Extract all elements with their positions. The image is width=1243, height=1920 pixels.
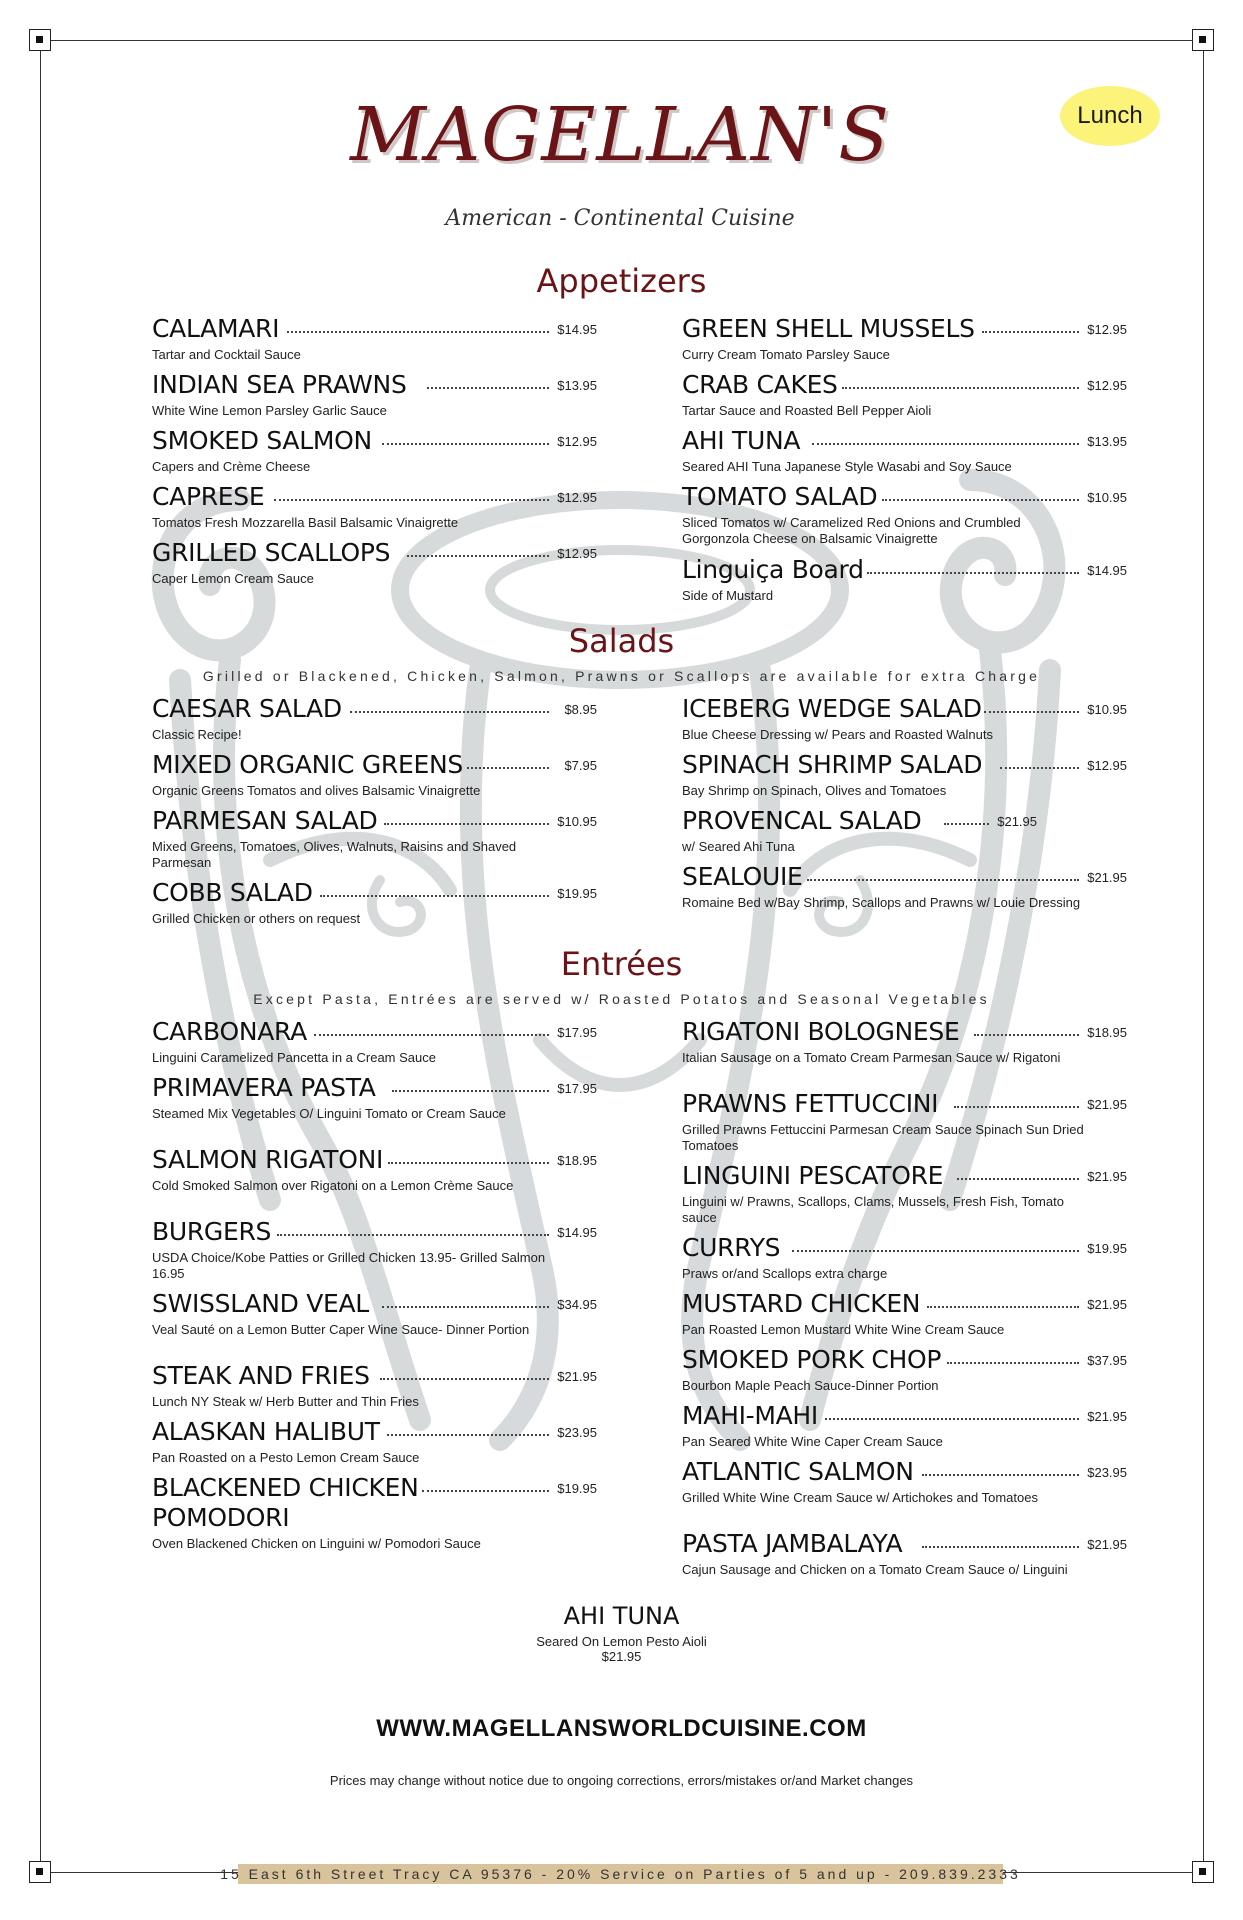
menu-item-ahi-tuna-appetizer [682, 426, 1127, 475]
item-description: USDA Choice/Kobe Patties or Grilled Chicken 13.95- Grilled Salmon 16.95 [152, 1250, 546, 1281]
item-description: Blue Cheese Dressing w/ Pears and Roasted Walnuts [682, 727, 993, 742]
item-name: SMOKED SALMON [152, 426, 372, 455]
item-name: MAHI-MAHI [682, 1401, 819, 1430]
menu-item-pasta-jambalaya [682, 1529, 1127, 1578]
item-description: Linguini w/ Prawns, Scallops, Clams, Mussels, Fresh Fish, Tomato sauce [682, 1194, 1064, 1225]
dot-leader [407, 555, 549, 557]
dot-leader [382, 443, 549, 445]
salads-note: Grilled or Blackened, Chicken, Salmon, Prawns or Scallops are available for extra Charge [202, 668, 1041, 684]
item-price: $23.95 [1087, 1465, 1127, 1480]
item-name: PRAWNS FETTUCCINI [682, 1089, 939, 1118]
item-price: $19.95 [1087, 1241, 1127, 1256]
address-text: 15 East 6th Street Tracy CA 95376 - 20% Service on Parties of 5 and up - 209.839.2333 [220, 1866, 1021, 1882]
item-name: SEALOUIE [682, 862, 803, 891]
dot-leader [467, 767, 549, 769]
item-description: Sliced Tomatos w/ Caramelized Red Onions and Crumbled Gorgonzola Cheese on Balsamic Vinaigrette [682, 515, 1021, 546]
dot-leader [807, 879, 1079, 881]
dot-leader [867, 572, 1079, 574]
item-name: RIGATONI BOLOGNESE [682, 1017, 960, 1046]
menu-item-tomato-salad [682, 482, 1127, 547]
item-price: $10.95 [557, 814, 597, 829]
dot-leader [825, 1418, 1079, 1420]
item-name: ICEBERG WEDGE SALAD [682, 694, 982, 723]
item-name: LINGUINI PESCATORE [682, 1161, 944, 1190]
dot-leader [922, 1546, 1079, 1548]
dot-leader [927, 1306, 1079, 1308]
dot-leader [388, 1162, 549, 1164]
item-description: Mixed Greens, Tomatoes, Olives, Walnuts, Raisins and Shaved Parmesan [152, 839, 517, 870]
item-price: $14.95 [557, 1225, 597, 1240]
website-link[interactable]: WWW.MAGELLANSWORLDCUISINE.COM [376, 1715, 867, 1742]
dot-leader [947, 1362, 1079, 1364]
item-price: $12.95 [557, 490, 597, 505]
menu-item-cobb-salad [152, 878, 597, 927]
item-price: $10.95 [1087, 702, 1127, 717]
item-price: $21.95 [1087, 1537, 1127, 1552]
menu-item-prawns-fettuccini [682, 1089, 1127, 1154]
dot-leader [274, 499, 549, 501]
menu-item-spinach-shrimp-salad [682, 750, 1127, 799]
item-price: $12.95 [1087, 378, 1127, 393]
item-price: $18.95 [1087, 1025, 1127, 1040]
menu-item-mahi-mahi [682, 1401, 1127, 1450]
item-price: $18.95 [557, 1153, 597, 1168]
item-name: BLACKENED CHICKEN [152, 1473, 419, 1502]
menu-item-crab-cakes [682, 370, 1127, 419]
item-name: PRIMAVERA PASTA [152, 1073, 376, 1102]
item-name: TOMATO SALAD [682, 482, 878, 511]
featured-item-ahi-tuna [0, 1602, 1243, 1664]
item-name: MUSTARD CHICKEN [682, 1289, 921, 1318]
item-price: $21.95 [557, 1369, 597, 1384]
item-price: $21.95 [1087, 870, 1127, 885]
dot-leader [422, 1490, 549, 1492]
item-description: Steamed Mix Vegetables O/ Linguini Tomato or Cream Sauce [152, 1106, 506, 1121]
cuisine-tagline: American - Continental Cuisine [445, 206, 795, 231]
item-description: Curry Cream Tomato Parsley Sauce [682, 347, 890, 362]
menu-item-grilled-scallops [152, 538, 597, 587]
menu-item-smoked-pork-chop [682, 1345, 1127, 1394]
dot-leader [382, 1306, 549, 1308]
item-name: CAESAR SALAD [152, 694, 342, 723]
price-disclaimer: Prices may change without notice due to ongoing corrections, errors/mistakes or/and Market changes [329, 1773, 914, 1788]
item-description: White Wine Lemon Parsley Garlic Sauce [152, 403, 387, 418]
item-description: Bourbon Maple Peach Sauce-Dinner Portion [682, 1378, 939, 1393]
item-price: $19.95 [557, 1481, 597, 1496]
item-description: Oven Blackened Chicken on Linguini w/ Pomodori Sauce [152, 1536, 481, 1551]
menu-item-mustard-chicken [682, 1289, 1127, 1338]
item-name: Linguiça Board [682, 555, 864, 584]
item-price: $21.95 [1087, 1169, 1127, 1184]
item-name: BURGERS [152, 1217, 272, 1246]
address-bar [220, 1864, 1021, 1884]
dot-leader [387, 1434, 549, 1436]
featured-item-description: Seared On Lemon Pesto Aioli [536, 1634, 707, 1649]
entrees-note: Except Pasta, Entrées are served w/ Roasted Potatos and Seasonal Vegetables [253, 991, 990, 1007]
item-name: CURRYS [682, 1233, 781, 1262]
item-description: Grilled White Wine Cream Sauce w/ Artichokes and Tomatoes [682, 1490, 1038, 1505]
dot-leader [384, 823, 549, 825]
item-description: Organic Greens Tomatos and olives Balsamic Vinaigrette [152, 783, 481, 798]
dot-leader [350, 711, 549, 713]
item-description: Tartar and Cocktail Sauce [152, 347, 301, 362]
menu-item-carbonara [152, 1017, 597, 1066]
item-price: $21.95 [1087, 1097, 1127, 1112]
menu-item-green-shell-mussels [682, 314, 1127, 363]
dot-leader [1000, 767, 1079, 769]
item-name: GREEN SHELL MUSSELS [682, 314, 975, 343]
item-price: $21.95 [1087, 1297, 1127, 1312]
dot-leader [320, 895, 549, 897]
item-price: $23.95 [557, 1425, 597, 1440]
item-name: INDIAN SEA PRAWNS [152, 370, 407, 399]
item-price: $7.95 [564, 758, 597, 773]
item-name-line-2: POMODORI [152, 1503, 290, 1532]
menu-item-caprese [152, 482, 597, 531]
dot-leader [984, 711, 1079, 713]
restaurant-logo: MAGELLAN'S [350, 92, 890, 178]
menu-item-calamari [152, 314, 597, 363]
dot-leader [287, 331, 549, 333]
item-name: SWISSLAND VEAL [152, 1289, 369, 1318]
item-description: Linguini Caramelized Pancetta in a Cream Sauce [152, 1050, 436, 1065]
item-price: $14.95 [1087, 563, 1127, 578]
item-description: Romaine Bed w/Bay Shrimp, Scallops and Prawns w/ Louie Dressing [682, 895, 1081, 910]
menu-item-linguini-pescatore [682, 1161, 1127, 1226]
menu-item-parmesan-salad [152, 806, 597, 871]
menu-item-sealouie [682, 862, 1127, 911]
item-name: CARBONARA [152, 1017, 307, 1046]
item-name: SALMON RIGATONI [152, 1145, 384, 1174]
item-name: SPINACH SHRIMP SALAD [682, 750, 983, 779]
item-name: PARMESAN SALAD [152, 806, 378, 835]
dot-leader [944, 823, 989, 825]
featured-item-price: $21.95 [601, 1649, 642, 1664]
item-price: $12.95 [1087, 322, 1127, 337]
item-description: Caper Lemon Cream Sauce [152, 571, 314, 586]
dot-leader [792, 1250, 1079, 1252]
dot-leader [314, 1034, 549, 1036]
dot-leader [954, 1106, 1079, 1108]
item-description: Praws or/and Scallops extra charge [682, 1266, 888, 1281]
lunch-badge [1060, 86, 1160, 146]
menu-item-rigatoni-bolognese [682, 1017, 1127, 1066]
dot-leader [842, 387, 1079, 389]
menu-item-smoked-salmon [152, 426, 597, 475]
salads-heading: Salads [568, 622, 675, 660]
item-price: $12.95 [557, 546, 597, 561]
dot-leader [427, 387, 549, 389]
item-price: $8.95 [564, 702, 597, 717]
item-name: COBB SALAD [152, 878, 313, 907]
dot-leader [882, 499, 1079, 501]
item-name: AHI TUNA [682, 426, 801, 455]
item-description: Lunch NY Steak w/ Herb Butter and Thin Fries [152, 1394, 419, 1409]
item-name: STEAK AND FRIES [152, 1361, 370, 1390]
featured-item-name: AHI TUNA [563, 1602, 680, 1630]
item-description: Grilled Prawns Fettuccini Parmesan Cream Sauce Spinach Sun Dried Tomatoes [682, 1122, 1084, 1153]
item-description: Pan Roasted Lemon Mustard White Wine Cream Sauce [682, 1322, 1005, 1337]
item-name: SMOKED PORK CHOP [682, 1345, 942, 1374]
menu-item-salmon-rigatoni [152, 1145, 597, 1194]
item-description: Classic Recipe! [152, 727, 242, 742]
menu-item-burgers [152, 1217, 597, 1282]
dot-leader [392, 1090, 549, 1092]
item-price: $21.95 [997, 814, 1037, 829]
item-price: $19.95 [557, 886, 597, 901]
dot-leader [812, 443, 1079, 445]
item-price: $12.95 [1087, 758, 1127, 773]
dot-leader [277, 1234, 549, 1236]
item-name: PROVENCAL SALAD [682, 806, 922, 835]
menu-item-indian-sea-prawns [152, 370, 597, 419]
menu-item-linguica-board [682, 555, 1127, 604]
menu-item-steak-and-fries [152, 1361, 597, 1410]
menu-item-alaskan-halibut [152, 1417, 597, 1466]
item-name: PASTA JAMBALAYA [682, 1529, 903, 1558]
item-name: ATLANTIC SALMON [682, 1457, 914, 1486]
menu-item-currys [682, 1233, 1127, 1282]
item-description: Pan Seared White Wine Caper Cream Sauce [682, 1434, 943, 1449]
dot-leader [974, 1034, 1079, 1036]
menu-item-blackened-chicken-pomodori [152, 1473, 597, 1552]
item-description: Seared AHI Tuna Japanese Style Wasabi and Soy Sauce [682, 459, 1012, 474]
item-name: GRILLED SCALLOPS [152, 538, 391, 567]
item-description: Side of Mustard [682, 588, 774, 603]
item-description: Cold Smoked Salmon over Rigatoni on a Lemon Crème Sauce [152, 1178, 514, 1193]
item-name: CAPRESE [152, 482, 265, 511]
item-price: $10.95 [1087, 490, 1127, 505]
item-description: Tartar Sauce and Roasted Bell Pepper Aioli [682, 403, 932, 418]
item-name: MIXED ORGANIC GREENS [152, 750, 463, 779]
menu-item-atlantic-salmon [682, 1457, 1127, 1506]
dot-leader [922, 1474, 1079, 1476]
entrees-heading: Entrées [560, 945, 683, 983]
item-price: $17.95 [557, 1025, 597, 1040]
item-description: Veal Sauté on a Lemon Butter Caper Wine Sauce- Dinner Portion [152, 1322, 530, 1337]
menu-item-mixed-organic-greens [152, 750, 597, 799]
item-name: CALAMARI [152, 314, 280, 343]
item-description: w/ Seared Ahi Tuna [682, 839, 795, 854]
item-price: $34.95 [557, 1297, 597, 1312]
item-price: $17.95 [557, 1081, 597, 1096]
item-description: Capers and Crème Cheese [152, 459, 311, 474]
menu-item-swissland-veal [152, 1289, 597, 1338]
item-description: Italian Sausage on a Tomato Cream Parmesan Sauce w/ Rigatoni [682, 1050, 1061, 1065]
lunch-badge-label: Lunch [1077, 102, 1143, 129]
dot-leader [982, 331, 1079, 333]
item-name: CRAB CAKES [682, 370, 838, 399]
item-description: Grilled Chicken or others on request [152, 911, 361, 926]
item-description: Cajun Sausage and Chicken on a Tomato Cream Sauce o/ Linguini [682, 1562, 1068, 1577]
item-description: Pan Roasted on a Pesto Lemon Cream Sauce [152, 1450, 420, 1465]
item-price: $37.95 [1087, 1353, 1127, 1368]
item-description: Tomatos Fresh Mozzarella Basil Balsamic Vinaigrette [152, 515, 459, 530]
menu-item-provencal-salad [682, 806, 1037, 855]
item-price: $14.95 [557, 322, 597, 337]
item-price: $12.95 [557, 434, 597, 449]
appetizers-heading: Appetizers [536, 262, 707, 300]
menu-item-primavera-pasta [152, 1073, 597, 1122]
item-price: $13.95 [1087, 434, 1127, 449]
item-description: Bay Shrimp on Spinach, Olives and Tomatoes [682, 783, 947, 798]
item-name: ALASKAN HALIBUT [152, 1417, 380, 1446]
menu-item-iceberg-wedge-salad [682, 694, 1127, 743]
item-price: $13.95 [557, 378, 597, 393]
dot-leader [957, 1178, 1079, 1180]
menu-item-caesar-salad [152, 694, 597, 743]
dot-leader [380, 1378, 549, 1380]
item-price: $21.95 [1087, 1409, 1127, 1424]
